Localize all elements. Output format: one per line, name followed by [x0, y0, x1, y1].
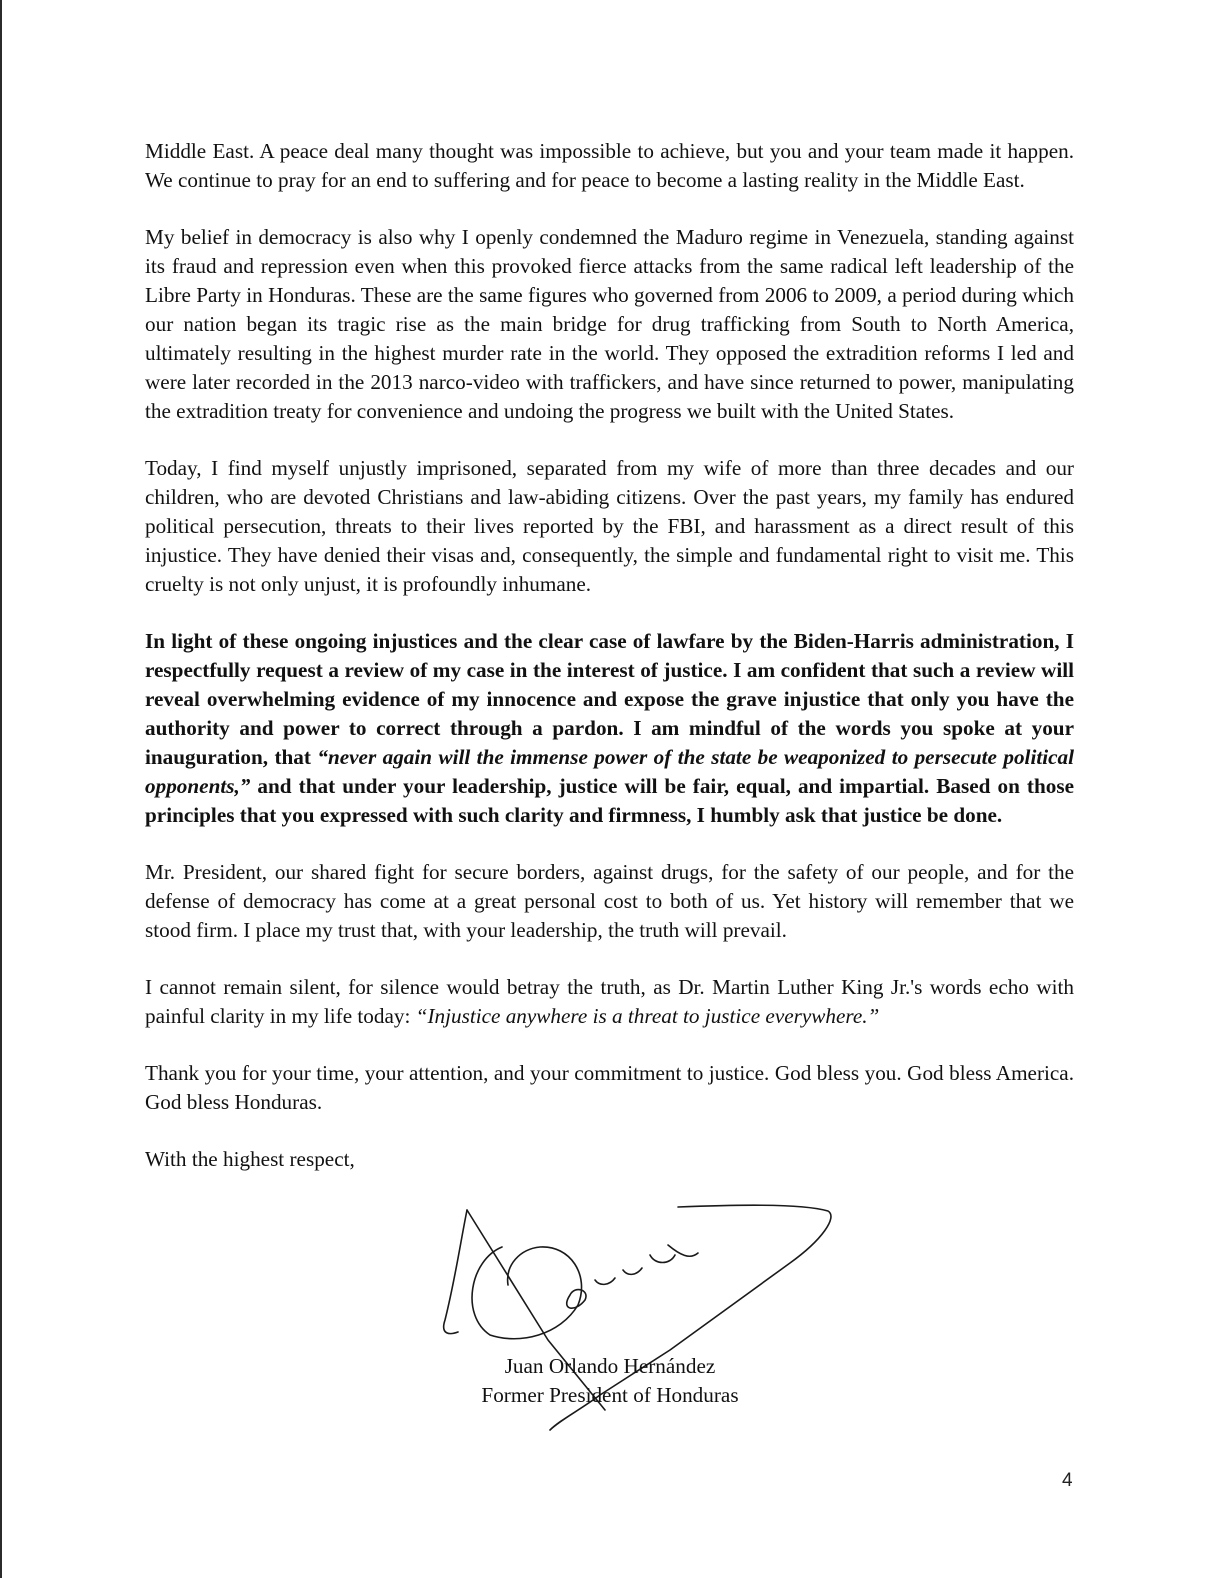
paragraph-pardon-request: [145, 627, 1074, 830]
mlk-quote: “Injustice anywhere is a threat to justice everywhere.”: [415, 1004, 880, 1028]
closing-salutation: With the highest respect,: [145, 1147, 355, 1171]
pardon-request-text-2: and that under your leadership, justice will be fair, equal, and impartial. Based on those principles that you expressed with such clarity and firmness, I humbly ask that justice be done.: [145, 774, 1074, 827]
signatory-name: Juan Orlando Hernández: [504, 1354, 716, 1378]
signatory-title: Former President of Honduras: [481, 1383, 739, 1407]
pardon-request-text-1: In light of these ongoing injustices and the clear case of lawfare by the Biden-Harris administration, I respectfully request a review of my case in the interest of justice. I am confident that such a review will reveal overwhelming evidence of my innocence and expose the grave injustice that only you have the authority and power to correct through a pardon. I am mindful of the words you spoke at your inauguration, that: [145, 629, 1074, 769]
mlk-text: I cannot remain silent, for silence would betray the truth, as Dr. Martin Luther King Jr.'s words echo with painful clarity in my life today:: [145, 975, 1074, 1028]
paragraph-imprisonment: Today, I find myself unjustly imprisoned, separated from my wife of more than three decades and our children, who are devoted Christians and law-abiding citizens. Over the past years, my family has endured political persecution, threats to their lives reported by the FBI, and harassment as a direct result of this injustice. They have denied their visas and, consequently, the simple and fundamental right to visit me. This cruelty is not only unjust, it is profoundly inhumane.: [145, 456, 1074, 596]
paragraph-shared-fight: Mr. President, our shared fight for secure borders, against drugs, for the safety of our people, and for the defense of democracy has come at a great personal cost to both of us. Yet history will remember that we stood firm. I place my trust that, with your leadership, the truth will prevail.: [145, 860, 1074, 942]
paragraph-mlk: [145, 973, 1074, 1031]
signature-block: [440, 1352, 780, 1410]
page-left-edge: [0, 0, 2, 1578]
paragraph-middle-east: Middle East. A peace deal many thought was impossible to achieve, but you and your team made it happen. We continue to pray for an end to suffering and for peace to become a lasting reality in the Middle East.: [145, 139, 1074, 192]
paragraph-thanks: Thank you for your time, your attention, and your commitment to justice. God bless you. God bless America. God bless Honduras.: [145, 1061, 1074, 1114]
paragraph-democracy: My belief in democracy is also why I openly condemned the Maduro regime in Venezuela, standing against its fraud and repression even when this provoked fierce attacks from the same radical left leadership of the Libre Party in Honduras. These are the same figures who governed from 2006 to 2009, a period during which our nation began its tragic rise as the main bridge for drug trafficking from South to North America, ultimately resulting in the highest murder rate in the world. They opposed the extradition reforms I led and were later recorded in the 2013 narco-video with traffickers, and have since returned to power, manipulating the extradition treaty for convenience and undoing the progress we built with the United States.: [145, 225, 1074, 423]
inauguration-quote: “never again will the immense power of the state be weaponized to persecute political opponents,”: [145, 745, 1074, 798]
page-number: 4: [1062, 1470, 1073, 1491]
letter-body: [145, 137, 1074, 1202]
